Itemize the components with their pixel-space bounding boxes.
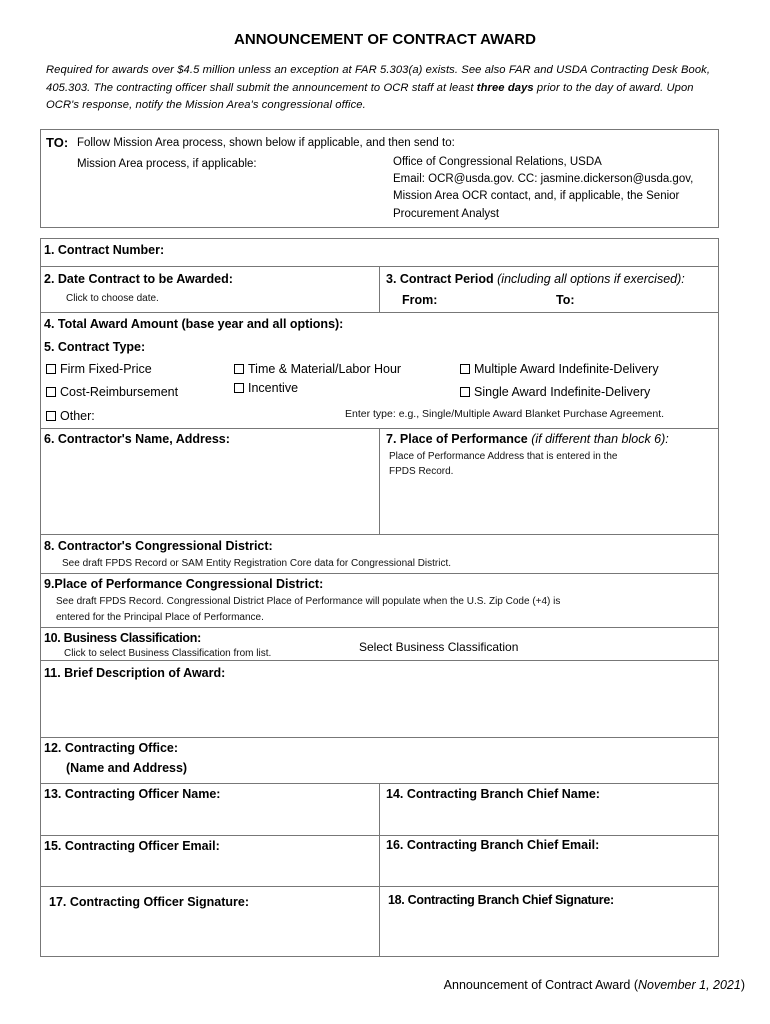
pop-hint-1[interactable]: See draft FPDS Record. Congressional District Place of Performance will populate when the U.S. Zip Code (+4) is: [56, 596, 561, 607]
branch-chief-email-label[interactable]: 16. Contracting Branch Chief Email:: [386, 838, 600, 852]
date-awarded-label: 2. Date Contract to be Awarded:: [44, 272, 233, 286]
divider: [40, 312, 719, 313]
total-award-label[interactable]: 4. Total Award Amount (base year and all options):: [44, 317, 344, 331]
intro-text-2: prior to the day of award. Upon OCR's response, notify the Mission Area's congressional office.: [46, 81, 694, 111]
checkbox-icon: [460, 364, 470, 374]
business-hint[interactable]: Click to select Business Classification from list.: [64, 648, 272, 659]
checkbox-time-material[interactable]: Time & Material/Labor Hour: [234, 362, 401, 376]
to-label: TO:: [46, 135, 69, 150]
col-divider: [379, 783, 380, 957]
period-from-label[interactable]: From:: [402, 293, 438, 307]
period-to-label[interactable]: To:: [556, 293, 575, 307]
co-signature-label[interactable]: 17. Contracting Officer Signature:: [49, 895, 250, 909]
intro-paragraph: [46, 62, 726, 115]
brief-description-label[interactable]: 11. Brief Description of Award:: [44, 666, 226, 680]
branch-chief-name-label[interactable]: 14. Contracting Branch Chief Name:: [386, 787, 600, 801]
place-performance-label: 7. Place of Performance (if different than block 6):: [386, 432, 669, 446]
contract-period-label: 3. Contract Period (including all options if exercised):: [386, 272, 685, 286]
contractor-name-label[interactable]: 6. Contractor's Name, Address:: [44, 432, 230, 446]
col-divider: [379, 428, 380, 534]
co-email-label[interactable]: 15. Contracting Officer Email:: [44, 839, 220, 853]
ocr-line-4: Procurement Analyst: [393, 208, 500, 220]
checkbox-cost-reimb[interactable]: Cost-Reimbursement: [46, 385, 178, 399]
checkbox-other[interactable]: Other:: [46, 409, 95, 423]
footer: Announcement of Contract Award (November 1, 2021): [443, 978, 745, 992]
checkbox-multiple-award[interactable]: Multiple Award Indefinite-Delivery: [460, 362, 659, 376]
contract-number-label[interactable]: 1. Contract Number:: [44, 243, 165, 257]
district-hint[interactable]: See draft FPDS Record or SAM Entity Registration Core data for Congressional District.: [62, 558, 452, 569]
checkbox-icon: [46, 387, 56, 397]
divider: [40, 660, 719, 661]
place-hint-2[interactable]: FPDS Record.: [389, 466, 454, 477]
checkbox-single-award[interactable]: Single Award Indefinite-Delivery: [460, 385, 650, 399]
date-picker-hint[interactable]: Click to choose date.: [66, 293, 159, 304]
contracting-office-sub: (Name and Address): [66, 761, 188, 775]
divider: [40, 534, 719, 535]
ocr-line-1: Office of Congressional Relations, USDA: [393, 156, 602, 168]
col-divider: [379, 266, 380, 312]
business-select-dropdown[interactable]: Select Business Classification: [359, 640, 519, 654]
checkbox-icon: [46, 364, 56, 374]
type-hint[interactable]: Enter type: e.g., Single/Multiple Award Blanket Purchase Agreement.: [345, 408, 665, 420]
checkbox-icon: [234, 383, 244, 393]
checkbox-incentive[interactable]: Incentive: [234, 381, 298, 395]
checkbox-icon: [234, 364, 244, 374]
ocr-line-3: Mission Area OCR contact, and, if applicable, the Senior: [393, 190, 680, 202]
pop-district-label: 9.Place of Performance Congressional District:: [44, 577, 324, 591]
checkbox-firm-fixed[interactable]: Firm Fixed-Price: [46, 362, 152, 376]
to-instruction: Follow Mission Area process, shown below if applicable, and then send to:: [77, 137, 455, 149]
contract-type-label: 5. Contract Type:: [44, 340, 146, 354]
page-title: ANNOUNCEMENT OF CONTRACT AWARD: [234, 31, 536, 48]
intro-text-1: Required for awards over $4.5 million unless an exception at FAR 5.303(a) exists. See also FAR and USDA Contracting Desk Book, 405.303. The contracting officer shall submit the announcement to OCR staff at least: [46, 64, 711, 94]
ocr-line-2: Email: OCR@usda.gov. CC: jasmine.dickerson@usda.gov,: [393, 173, 694, 185]
divider: [40, 737, 719, 738]
divider: [40, 627, 719, 628]
mission-area-label[interactable]: Mission Area process, if applicable:: [77, 158, 257, 170]
business-class-label: 10. Business Classification:: [44, 631, 201, 645]
pop-hint-2[interactable]: entered for the Principal Place of Performance.: [56, 612, 264, 623]
checkbox-icon: [460, 387, 470, 397]
divider: [40, 573, 719, 574]
co-name-label[interactable]: 13. Contracting Officer Name:: [44, 787, 221, 801]
congressional-district-label: 8. Contractor's Congressional District:: [44, 539, 273, 553]
place-hint-1[interactable]: Place of Performance Address that is entered in the: [389, 451, 618, 462]
checkbox-icon: [46, 411, 56, 421]
contracting-office-label[interactable]: 12. Contracting Office:: [44, 741, 179, 755]
branch-chief-signature-label[interactable]: 18. Contracting Branch Chief Signature:: [388, 893, 614, 907]
intro-bold: three days: [476, 81, 534, 94]
